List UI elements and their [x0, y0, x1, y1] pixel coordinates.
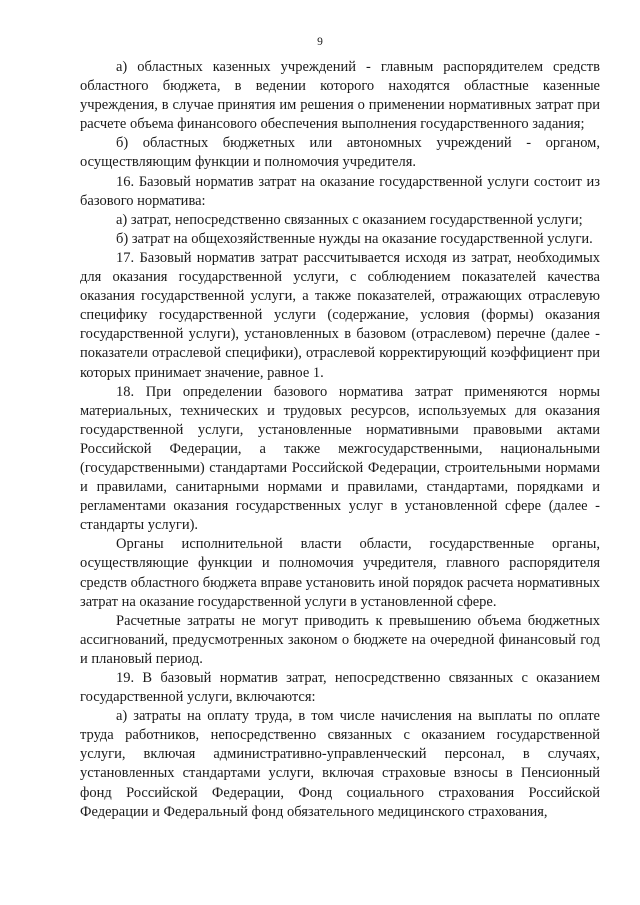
- paragraph-15a: а) областных казенных учреждений - главным распорядителем средств областного бюджета, в ведении которого находятся областные казенные учреждения, в случае принятия им решения о применении нормативных затрат при расчете объема финансового обеспечения выполнения государственного задания;: [80, 59, 600, 133]
- paragraph-17: 17. Базовый норматив затрат рассчитывается исходя из затрат, необходимых для оказания государственной услуги, с соблюдением показателей качества оказания государственной услуги, а также показателей, отражающих отраслевую специфику государственной услуги (содержание, условия (формы) оказания государственной услуги), установленных в базовом (отраслевом) перечне (далее - показатели отраслевой специфики), отраслевой корректирующий коэффициент при которых принимает значение, равное 1.: [80, 249, 600, 381]
- document-body: [80, 58, 600, 822]
- paragraph-18-limits: Расчетные затраты не могут приводить к превышению объема бюджетных ассигнований, предусмотренных законом о бюджете на очередной финансовый год и плановый период.: [80, 612, 600, 667]
- page-number: 9: [317, 36, 323, 48]
- paragraph-18-authorities: Органы исполнительной власти области, государственные органы, осуществляющие функции и полномочия учредителя, главного распорядителя средств областного бюджета вправе установить иной порядок расчета нормативных затрат на оказание государственной услуги в установленной сфере.: [80, 536, 600, 610]
- paragraph-18: 18. При определении базового норматива затрат применяются нормы материальных, технических и трудовых ресурсов, используемых для оказания государственной услуги, установленные нормативными правовыми актами Российской Федерации, а также межгосударственными, национальными (государственными) стандартами Российской Федерации, строительными нормами и правилами, санитарными нормами и правилами, стандартами, порядками и регламентами оказания государственных услуг в установленной сфере (далее - стандарты услуги).: [80, 383, 600, 534]
- paragraph-19: 19. В базовый норматив затрат, непосредственно связанных с оказанием государственной услуги, включаются:: [80, 670, 600, 706]
- paragraph-16a: а) затрат, непосредственно связанных с оказанием государственной услуги;: [116, 211, 583, 228]
- paragraph-16b: б) затрат на общехозяйственные нужды на оказание государственной услуги.: [116, 230, 593, 247]
- paragraph-15b: б) областных бюджетных или автономных учреждений - органом, осуществляющим функции и полномочия учредителя.: [80, 135, 600, 171]
- paragraph-19a: а) затраты на оплату труда, в том числе начисления на выплаты по оплате труда работников, непосредственно связанных с оказанием государственной услуги, включая административно-управленческий персонал, в случаях, установленных стандартами услуги, включая страховые взносы в Пенсионный фонд Российской Федерации, Фонд социального страхования Российской Федерации и Федеральный фонд обязательного медицинского страхования,: [80, 708, 600, 820]
- paragraph-16: 16. Базовый норматив затрат на оказание государственной услуги состоит из базового норматива:: [80, 173, 600, 209]
